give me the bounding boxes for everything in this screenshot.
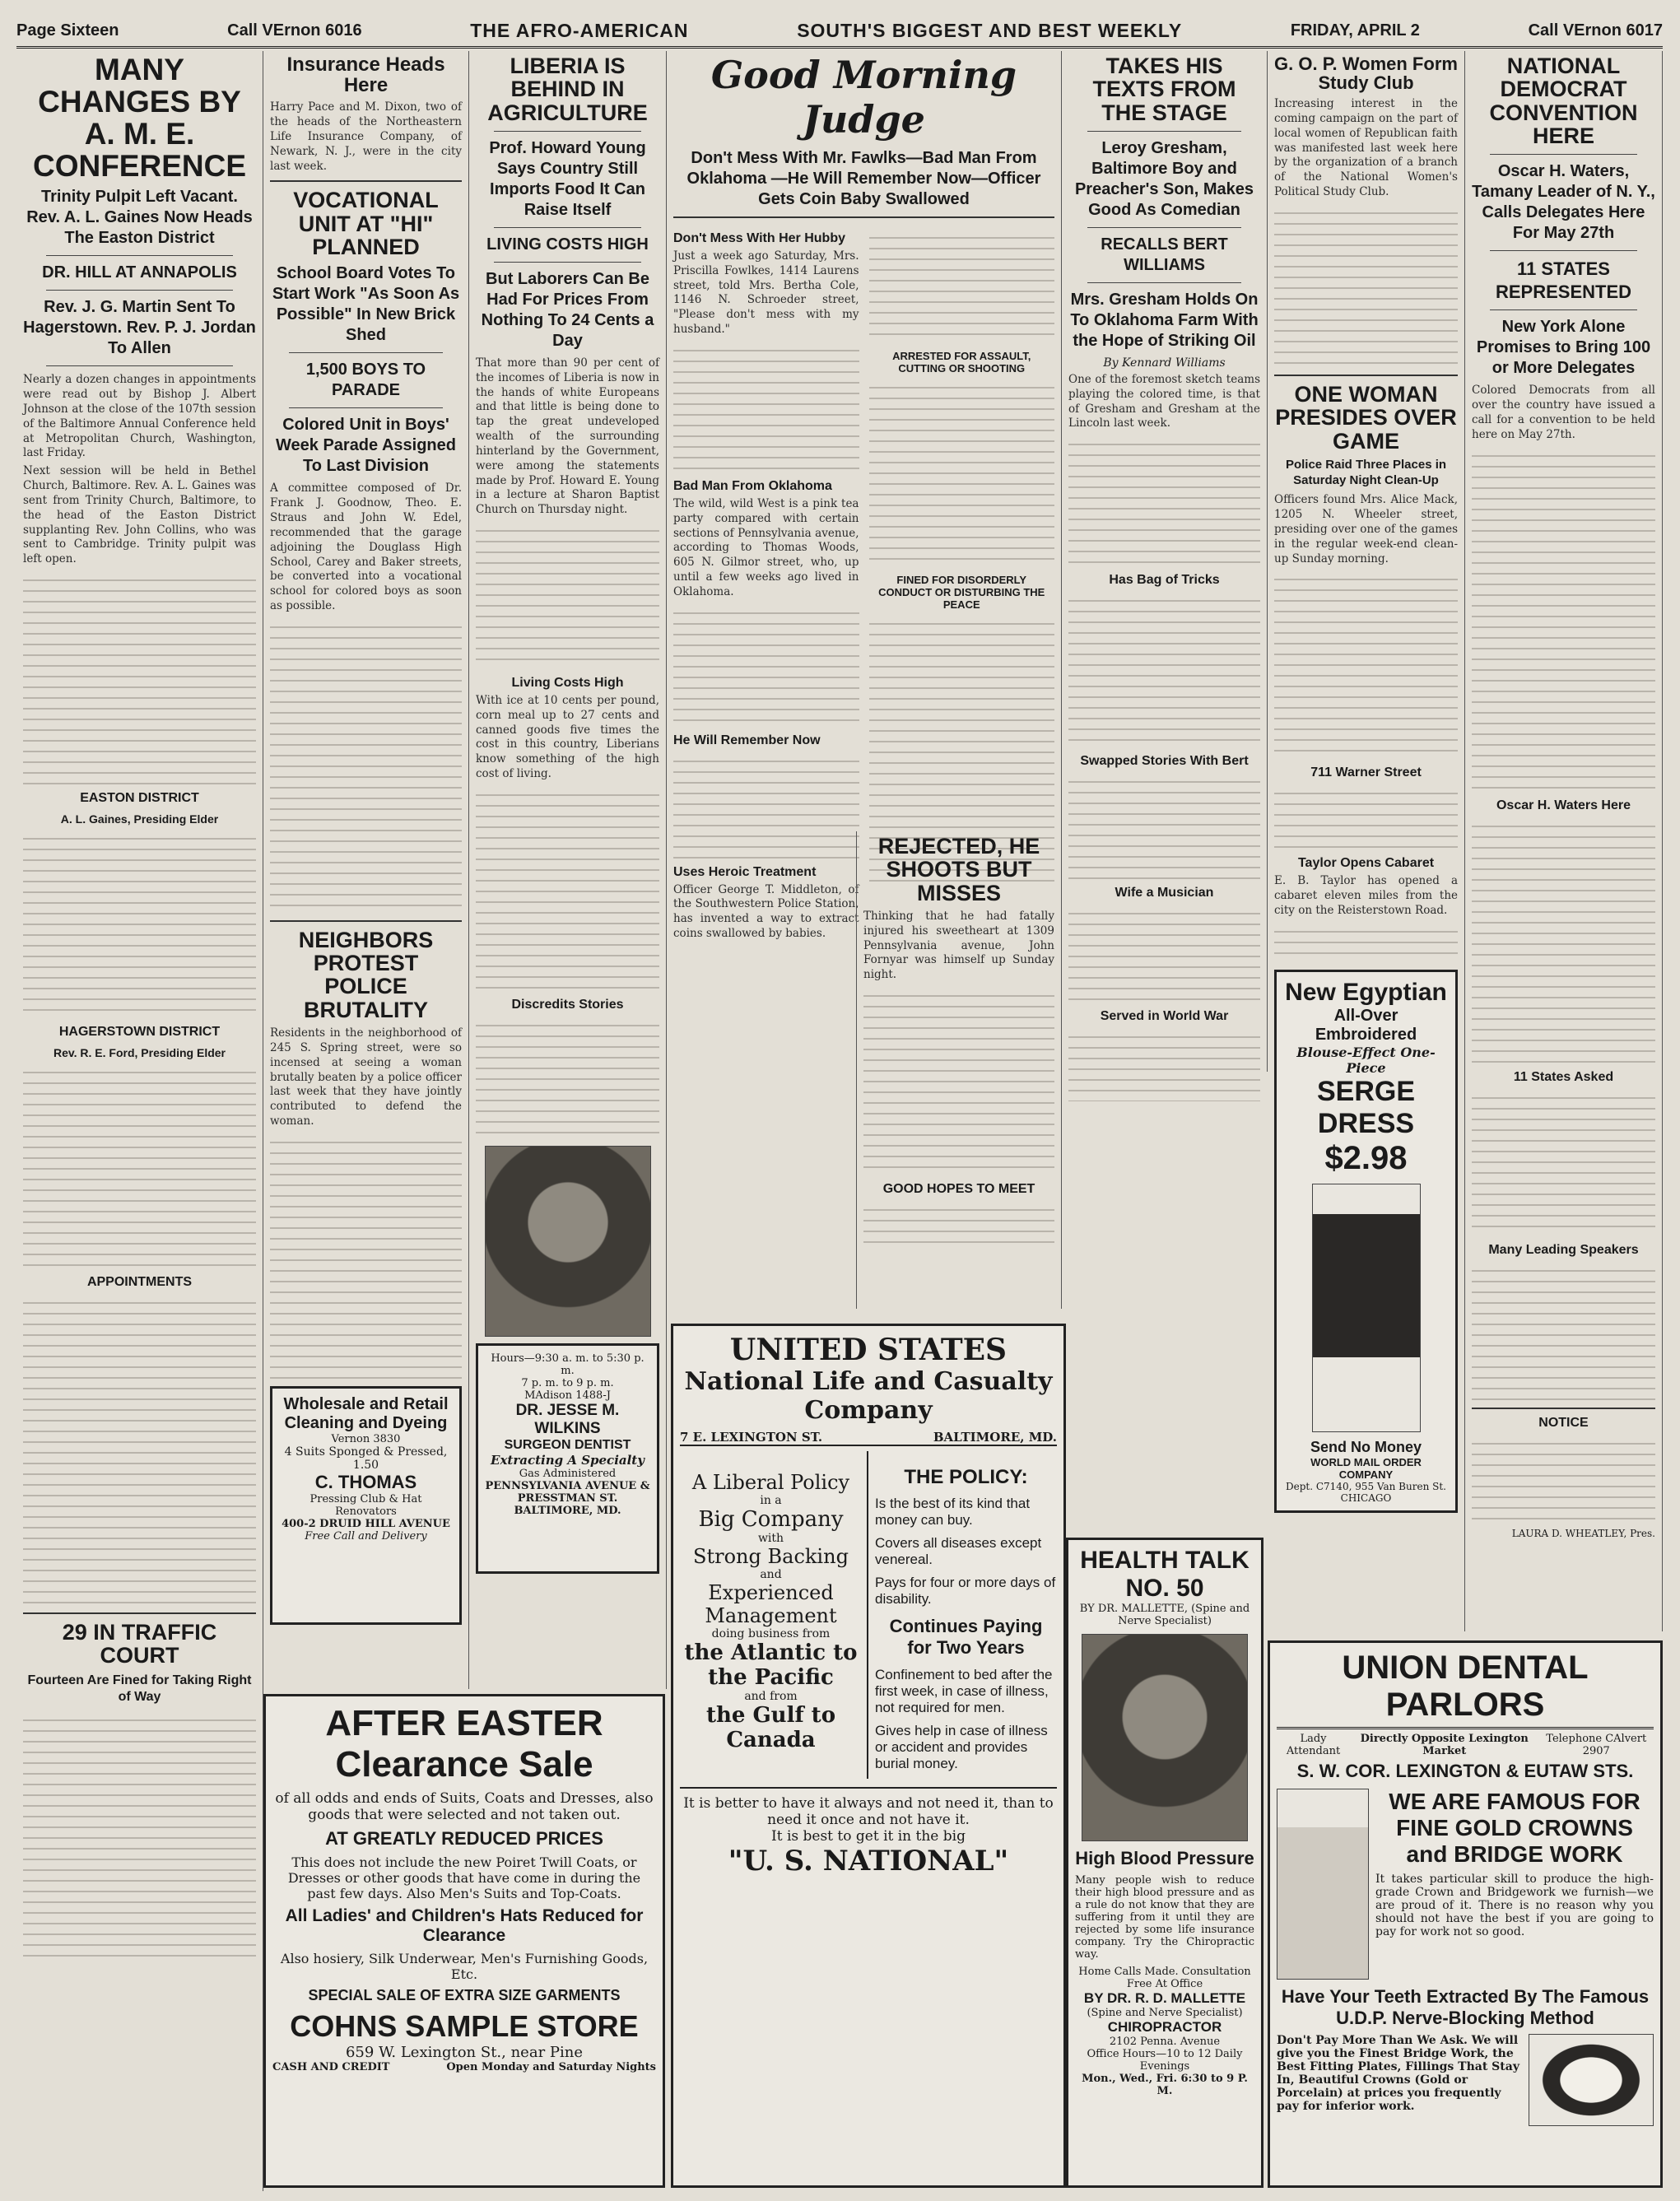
deck-boys-parade: 1,500 BOYS TO PARADE <box>305 361 426 400</box>
sub-arrested: ARRESTED FOR ASSAULT, CUTTING OR SHOOTING <box>892 350 1031 375</box>
vocational-body: A committee composed of Dr. Frank J. Goodnow, Theo. E. Straus and John W. Edel, recommended that the garage adjoining the Douglass High School, Carey and Baker streets, be converted into a vocational school for colored boys as soon as possible. <box>270 482 462 612</box>
rejected-filler <box>863 986 1054 1175</box>
gresham-filler-2 <box>1068 591 1260 747</box>
health-talk-ad <box>1066 1538 1263 2188</box>
easter-line-3: This does not include the new Poiret Twill Coats, or Dresses or other goods that have come in during the past few days. Also Men's Suits and Top-Coats. <box>287 1854 641 1901</box>
cleaning-ad-name: C. THOMAS <box>314 1471 417 1492</box>
easter-title-1: AFTER EASTER <box>325 1703 603 1743</box>
masthead <box>16 15 1663 49</box>
sub-bad-man: Bad Man From Oklahoma <box>673 478 832 493</box>
denture-illustration <box>1529 2034 1654 2126</box>
easton-elder: A. L. Gaines, Presiding Elder <box>60 812 219 826</box>
judge-body-1: Just a week ago Saturday, Mrs. Priscilla Fowlkes, 1414 Laurens street, told Mrs. Bertha Cole, 1146 N. Schroeder street, "Please don't mess with my husband." <box>673 249 859 337</box>
dentist-name: DR. JESSE M. WILKINS <box>515 1401 620 1437</box>
gop-filler <box>1274 203 1458 368</box>
headline-good-morning-judge: Good Morning Judge <box>710 53 1017 142</box>
judge-filler-4 <box>869 228 1055 343</box>
convention-body: Colored Democrats from all over the country have issued a call for a convention to be held here on May 27th. <box>1472 384 1655 441</box>
gop-body: Increasing interest in the coming campaign on the part of local women of Republican faith was manifested last week here by the organization of a branch of the National Women's Political Study Club. <box>1274 97 1458 199</box>
easton-appointments <box>23 829 256 1018</box>
sub-warner-street: 711 Warner Street <box>1310 765 1422 780</box>
appointments-heading: APPOINTMENTS <box>86 1274 193 1289</box>
judge-body-3: Officer George T. Middleton, of the Southwestern Police Station, has invented a way to extract coins swallowed by babies. <box>673 882 859 940</box>
column-1 <box>16 51 263 2191</box>
liberia-body-1: That more than 90 per cent of the incomes of Liberia is now in the hands of white Europeans and that little is being done to tap the great undeveloped wealth of the surrounding hinterland by the Government, were among the statements made by Prof. Howard E. Young in a lecture at Sharon Baptist Church on Thursday night. <box>476 356 659 517</box>
health-topic: High Blood Pressure <box>1075 1848 1254 1868</box>
notice-filler <box>1472 1434 1655 1524</box>
dental-body: It takes particular skill to produce the high-grade Crown and Bridgework we furnish—we are proud of it. There is no reason why you should not have the best if you are going to pay for work not so good. <box>1375 1873 1654 1938</box>
union-dental-ad <box>1268 1640 1663 2188</box>
usn-policy-3: Pays for four or more days of disability. <box>875 1575 1056 1607</box>
deck-new-york: New York Alone Promises to Bring 100 or More Delegates <box>1476 318 1651 378</box>
raid-filler <box>1274 570 1458 759</box>
phone-left: Call VErnon 6016 <box>227 21 362 40</box>
column-4 <box>667 51 1062 940</box>
taylor-filler <box>1274 922 1458 963</box>
living-costs-sub: Living Costs High <box>511 675 624 690</box>
deck-waters: Oscar H. Waters, Tamany Leader of N. Y., Calls Delegates Here For May 27th <box>1472 162 1655 243</box>
easter-address: 659 W. Lexington St., near Pine <box>345 2044 584 2061</box>
dress-address: Dept. C7140, 955 Van Buren St. CHICAGO <box>1286 1480 1446 1504</box>
health-hours-2: Mon., Wed., Fri. 6:30 to 9 P. M. <box>1082 2073 1248 2097</box>
usn-address-left: 7 E. LEXINGTON ST. <box>680 1430 823 1445</box>
traffic-fines <box>23 1710 256 1966</box>
convention-filler-2 <box>1472 817 1655 1063</box>
usn-left-8: doing business from <box>711 1627 831 1640</box>
deck-bert-williams: RECALLS BERT WILLIAMS <box>1101 235 1228 275</box>
column-3 <box>469 51 667 1689</box>
sub-heroic: Uses Heroic Treatment <box>673 864 817 879</box>
usn-policy-4: Continues Paying for Two Years <box>889 1616 1043 1658</box>
usn-policy-title: THE POLICY: <box>904 1466 1028 1488</box>
dress-send: Send No Money <box>1310 1438 1422 1455</box>
deck-judge: Don't Mess With Mr. Fawlks—Bad Man From Oklahoma —He Will Remember Now—Officer Gets Coin Baby Swallowed <box>686 149 1041 208</box>
sub-notice: NOTICE <box>1538 1415 1589 1430</box>
sub-disorderly: FINED FOR DISORDERLY CONDUCT OR DISTURBING THE PEACE <box>878 574 1045 611</box>
gresham-filler-5 <box>1068 1027 1260 1101</box>
usn-left-6: and <box>760 1568 782 1581</box>
usn-left-4: with <box>757 1532 784 1545</box>
usn-policy-6: Gives help in case of illness or accident and provides burial money. <box>875 1723 1048 1771</box>
judge-filler-2 <box>673 603 859 727</box>
sub-world-war: Served in World War <box>1100 1009 1229 1024</box>
usn-left-2: in a <box>760 1494 782 1507</box>
easter-line-6: SPECIAL SALE OF EXTRA SIZE GARMENTS <box>308 1987 621 2003</box>
usn-footer-3: "U. S. NATIONAL" <box>728 1845 1009 1878</box>
dental-lady: Lady Attendant <box>1286 1733 1341 1757</box>
deck-traffic: Fourteen Are Fined for Taking Right of Way <box>27 1673 252 1704</box>
cleaning-ad <box>270 1386 462 1625</box>
dentist-address: PENNSYLVANIA AVENUE & PRESSTMAN ST. BALTIMORE, MD. <box>485 1479 650 1517</box>
dentist-title: SURGEON DENTIST <box>504 1437 631 1452</box>
hagerstown-appointments <box>23 1063 256 1268</box>
mallette-photo <box>1082 1634 1248 1841</box>
usn-address-right: BALTIMORE, MD. <box>933 1430 1057 1445</box>
taylor-body: E. B. Taylor has opened a cabaret eleven miles from the city on the Reisterstown Road. <box>1274 874 1458 918</box>
insurance-body: Harry Pace and M. Dixon, two of the heads of the Northeastern Life Insurance Company, of Newark, N. J., were in the city last week. <box>270 100 462 173</box>
cleaning-ad-offer: 4 Suits Sponged & Pressed, 1.50 <box>284 1445 448 1472</box>
usn-policy-5: Confinement to bed after the first week, in case of illness, not required for men. <box>875 1667 1053 1715</box>
headline-insurance: Insurance Heads Here <box>286 54 445 97</box>
easter-line-5: Also hosiery, Silk Underwear, Men's Furnishing Goods, Etc. <box>280 1951 649 1982</box>
dentist-phone: MAdison 1488-J <box>524 1389 611 1402</box>
health-address: 2102 Penna. Avenue <box>1109 2036 1221 2048</box>
headline-liberia: LIBERIA IS BEHIND IN AGRICULTURE <box>487 54 648 125</box>
hagerstown-elder: Rev. R. E. Ford, Presiding Elder <box>53 1045 226 1059</box>
liberia-body-2: With ice at 10 cents per pound, corn meal up to 27 cents and canned goods five times the cost in this country, Liberians know something of the high cost of living. <box>476 693 659 781</box>
brutality-body-filler <box>270 1133 462 1380</box>
liberia-filler-1 <box>476 521 659 669</box>
easter-line-1: of all odds and ends of Suits, Coats and Dresses, also goods that were selected and not taken out. <box>275 1790 654 1823</box>
gresham-filler-3 <box>1068 772 1260 879</box>
column-2 <box>263 51 469 1689</box>
liberia-filler-2 <box>476 785 659 991</box>
egyptian-dress-ad <box>1274 970 1458 1513</box>
dress-title-4: SERGE DRESS <box>1316 1075 1416 1139</box>
usn-left-7: Experienced Management <box>705 1581 837 1627</box>
sub-wife-musician: Wife a Musician <box>1115 886 1214 900</box>
cleaning-ad-address: 400-2 DRUID HILL AVENUE <box>282 1517 450 1530</box>
dental-phone: Telephone CAlvert 2907 <box>1546 1733 1647 1757</box>
easter-line-4: All Ladies' and Children's Hats Reduced for Clearance <box>285 1906 644 1945</box>
easton-district: EASTON DISTRICT <box>80 790 199 805</box>
deck-living-costs: LIVING COSTS HIGH <box>486 235 649 254</box>
rejected-story <box>856 831 1062 1309</box>
usn-title-2: National Life and Casualty Company <box>684 1367 1053 1425</box>
headline-ame-conference: MANY CHANGES BY A. M. E. CONFERENCE <box>32 53 247 183</box>
dress-title-1: New Egyptian <box>1285 978 1447 1006</box>
deck-gresham: Leroy Gresham, Baltimore Boy and Preacher's Son, Makes Good As Comedian <box>1074 139 1254 220</box>
usn-footer-2: It is best to get it in the big <box>771 1828 966 1845</box>
headline-police-brutality: NEIGHBORS PROTEST POLICE BRUTALITY <box>298 927 434 1022</box>
warner-filler <box>1274 784 1458 849</box>
usn-left-5: Strong Backing <box>693 1545 849 1568</box>
usn-left-1: A Liberal Policy <box>691 1471 850 1494</box>
cleaning-ad-note: Free Call and Delivery <box>305 1529 427 1543</box>
deck-11-states: 11 STATES REPRESENTED <box>1495 258 1632 302</box>
dental-title: UNION DENTAL PARLORS <box>1277 1650 1654 1729</box>
gresham-byline: By Kennard Williams <box>1103 356 1226 370</box>
usn-footer-1: It is better to have it always and not need it, than to need it once and not have it. <box>683 1795 1054 1828</box>
rejected-body: Thinking that he had fatally injured his sweetheart at 1309 Pennsylvania avenue, John Fornyar was himself up Sunday night. <box>863 910 1054 982</box>
health-body: Many people wish to reduce their high blood pressure and as a rule do not know that they are suffering from it until they are rejected by some life insurance company. Try the Chiropractic way. <box>1075 1874 1254 1961</box>
sub-swapped-stories: Swapped Stories With Bert <box>1080 754 1249 769</box>
dentist-hours-2: 7 p. m. to 9 p. m. <box>521 1376 614 1389</box>
headline-one-woman: ONE WOMAN PRESIDES OVER GAME <box>1275 381 1457 454</box>
usn-policy-1: Is the best of its kind that money can buy. <box>875 1496 1031 1528</box>
sub-hubby: Don't Mess With Her Hubby <box>673 231 845 245</box>
gresham-body-1: One of the foremost sketch teams playing the colored time, is that of Gresham and Gresham at the Lincoln last week. <box>1068 373 1260 430</box>
dentist-photo <box>485 1146 651 1337</box>
sub-waters-here: Oscar H. Waters Here <box>1496 798 1631 812</box>
dental-headline: WE ARE FAMOUS FOR FINE GOLD CROWNS and BRIDGE WORK <box>1389 1789 1640 1867</box>
judge-filler-3 <box>673 752 859 859</box>
ame-body-2: Next session will be held in Bethel Church, Baltimore. Rev. A. L. Gaines was sent from Trinity Church, Baltimore, to the head of the Easton District supplanting Rev. John Collins, who was sent to Cambridge. Trinity pulpit was left open. <box>23 464 256 566</box>
dress-illustration <box>1312 1184 1421 1432</box>
dress-company: WORLD MAIL ORDER COMPANY <box>1310 1455 1422 1481</box>
vocational-body-filler <box>270 617 462 914</box>
deck-prof-young: Prof. Howard Young Says Country Still Imports Food It Can Raise Itself <box>489 139 646 220</box>
health-calls: Home Calls Made. Consultation Free At Office <box>1078 1966 1251 1990</box>
notice-signature: LAURA D. WHEATLEY, Pres. <box>1511 1527 1655 1539</box>
dentist-specialty: Extracting A Specialty <box>491 1452 645 1468</box>
judge-body-2: The wild, wild West is a pink tea party compared with certain sections of Pennsylvania avenue, according to Thomas Woods, 605 N. Gilmor street, who, up until a few weeks ago lived in Oklahoma. <box>673 496 859 598</box>
ame-body-1: Nearly a dozen changes in appointments were read out by Bishop J. Albert Johnson at the close of the 107th session of the Baltimore Annual Conference held at Metropolitan Church, Washington, last Friday. <box>23 373 256 460</box>
issue-date: FRIDAY, APRIL 2 <box>1290 21 1420 40</box>
dentist-hours-1: Hours—9:30 a. m. to 5:30 p. m. <box>491 1352 645 1377</box>
deck-trinity: Trinity Pulpit Left Vacant. Rev. A. L. Gaines Now Heads The Easton District <box>26 188 253 248</box>
easter-terms-right: Open Monday and Saturday Nights <box>446 2061 656 2073</box>
page-number: Page Sixteen <box>16 21 119 40</box>
dentist-gas: Gas Administered <box>519 1467 617 1480</box>
sub-taylor-cabaret: Taylor Opens Cabaret <box>1297 856 1435 871</box>
dentist-ad <box>476 1343 659 1574</box>
usn-left-10: and from <box>744 1690 798 1703</box>
headline-gop-women: G. O. P. Women Form Study Club <box>1274 54 1458 94</box>
dental-illustration <box>1277 1789 1369 1980</box>
convention-filler-1 <box>1472 446 1655 792</box>
deck-martin: Rev. J. G. Martin Sent To Hagerstown. Rev. P. J. Jordan To Allen <box>23 298 256 358</box>
dental-body-2: Don't Pay More Than We Ask. We will give you the Finest Bridge Work, the Best Fitting Plates, Fillings That Stay In, Beautiful Crowns (Gold or Porcelain) at prices you frequently pay for inferior work. <box>1277 2034 1519 2113</box>
headline-texts-from-stage: TAKES HIS TEXTS FROM THE STAGE <box>1092 54 1236 125</box>
paper-name: THE AFRO-AMERICAN <box>470 19 689 41</box>
appointments-list <box>23 1293 256 1606</box>
sub-remember: He Will Remember Now <box>673 733 821 747</box>
column-5 <box>1062 51 1268 1072</box>
easter-sale-ad <box>263 1694 665 2188</box>
headline-traffic-court: 29 IN TRAFFIC COURT <box>62 1619 217 1668</box>
sub-11-states-asked: 11 States Asked <box>1513 1069 1614 1084</box>
dental-headline-2: Have Your Teeth Extracted By The Famous U.D.P. Nerve-Blocking Method <box>1281 1986 1650 2028</box>
usn-title-1: UNITED STATES <box>729 1333 1008 1367</box>
usn-left-11: the Gulf to Canada <box>705 1703 836 1752</box>
health-hours: Office Hours—10 to 12 Daily Evenings <box>1087 2048 1243 2073</box>
health-byline: BY DR. MALLETTE, (Spine and Nerve Specialist) <box>1079 1603 1250 1627</box>
headline-rejected: REJECTED, HE SHOOTS BUT MISSES <box>877 834 1040 905</box>
usn-left-3: Big Company <box>698 1507 844 1532</box>
deck-colored-unit: Colored Unit in Boys' Week Parade Assigned To Last Division <box>276 416 456 476</box>
deck-oklahoma-farm: Mrs. Gresham Holds On To Oklahoma Farm With the Hope of Striking Oil <box>1070 291 1259 351</box>
cleaning-ad-title: Wholesale and Retail Cleaning and Dyeing <box>283 1394 449 1432</box>
dress-title-2: All-Over Embroidered <box>1315 1006 1417 1044</box>
convention-filler-4 <box>1472 1261 1655 1401</box>
cleaning-ad-phone: Vernon 3830 <box>331 1432 401 1445</box>
sub-bag-of-tricks: Has Bag of Tricks <box>1109 573 1220 588</box>
deck-laborers: But Laborers Can Be Had For Prices From Nothing To 24 Cents a Day <box>481 270 654 351</box>
gresham-filler-1 <box>1068 435 1260 566</box>
health-spec: (Spine and Nerve Specialist) <box>1087 2007 1243 2019</box>
judge-filler-5 <box>869 378 1055 567</box>
column-7 <box>1465 51 1663 1631</box>
sub-speakers: Many Leading Speakers <box>1488 1242 1639 1257</box>
judge-filler-1 <box>673 341 859 472</box>
paper-slogan: SOUTH'S BIGGEST AND BEST WEEKLY <box>797 19 1183 41</box>
dress-price: $2.98 <box>1324 1139 1408 1176</box>
dress-title-3: Blouse-Effect One-Piece <box>1296 1044 1436 1076</box>
health-prof: CHIROPRACTOR <box>1107 2019 1222 2035</box>
health-title: HEALTH TALK NO. 50 <box>1080 1547 1250 1602</box>
easter-line-2: AT GREATLY REDUCED PRICES <box>325 1828 603 1849</box>
dental-address: S. W. COR. LEXINGTON & EUTAW STS. <box>1296 1761 1634 1781</box>
deck-school-board: School Board Votes To Start Work "As Soon As Possible" In New Brick Shed <box>272 264 460 345</box>
headline-vocational: VOCATIONAL UNIT AT "HI" PLANNED <box>293 188 439 260</box>
easter-title-2: Clearance Sale <box>335 1744 593 1785</box>
brutality-body: Residents in the neighborhood of 245 S. Spring street, were so incensed at seeing a woman brutally beaten by a police officer last week that they have jointly contributed to defend the woman. <box>270 1026 462 1128</box>
gresham-filler-4 <box>1068 904 1260 1003</box>
convention-filler-3 <box>1472 1088 1655 1236</box>
hagerstown-district: HAGERSTOWN DISTRICT <box>58 1024 221 1039</box>
discredits-sub: Discredits Stories <box>511 997 624 1012</box>
us-national-ad <box>671 1324 1066 2188</box>
column-6 <box>1268 51 1465 1631</box>
good-hopes-filler <box>863 1200 1054 1249</box>
raid-body: Officers found Mrs. Alice Mack, 1205 N. Wheeler street, presiding over one of the games in the regular week-end clean-up Sunday morning. <box>1274 493 1458 565</box>
usn-policy-2: Covers all diseases except venereal. <box>875 1535 1042 1567</box>
health-name: BY DR. R. D. MALLETTE <box>1083 1990 1246 2006</box>
dental-tag: Directly Opposite Lexington Market <box>1360 1733 1529 1757</box>
liberia-filler-3 <box>476 1016 659 1139</box>
deck-police-raid: Police Raid Three Places in Saturday Night Clean-Up <box>1285 457 1447 487</box>
headline-democrat-convention: NATIONAL DEMOCRAT CONVENTION HERE <box>1489 54 1638 149</box>
cleaning-ad-sub: Pressing Club & Hat Renovators <box>309 1492 422 1518</box>
ame-body-filler <box>23 570 256 784</box>
usn-left-9: the Atlantic to the Pacific <box>684 1640 858 1690</box>
deck-dr-hill: DR. HILL AT ANNAPOLIS <box>42 263 237 282</box>
easter-terms-left: CASH AND CREDIT <box>272 2061 390 2073</box>
sub-good-hopes: GOOD HOPES TO MEET <box>882 1182 1035 1197</box>
phone-right: Call VErnon 6017 <box>1528 21 1663 40</box>
easter-store: COHNS SAMPLE STORE <box>290 2009 639 2043</box>
